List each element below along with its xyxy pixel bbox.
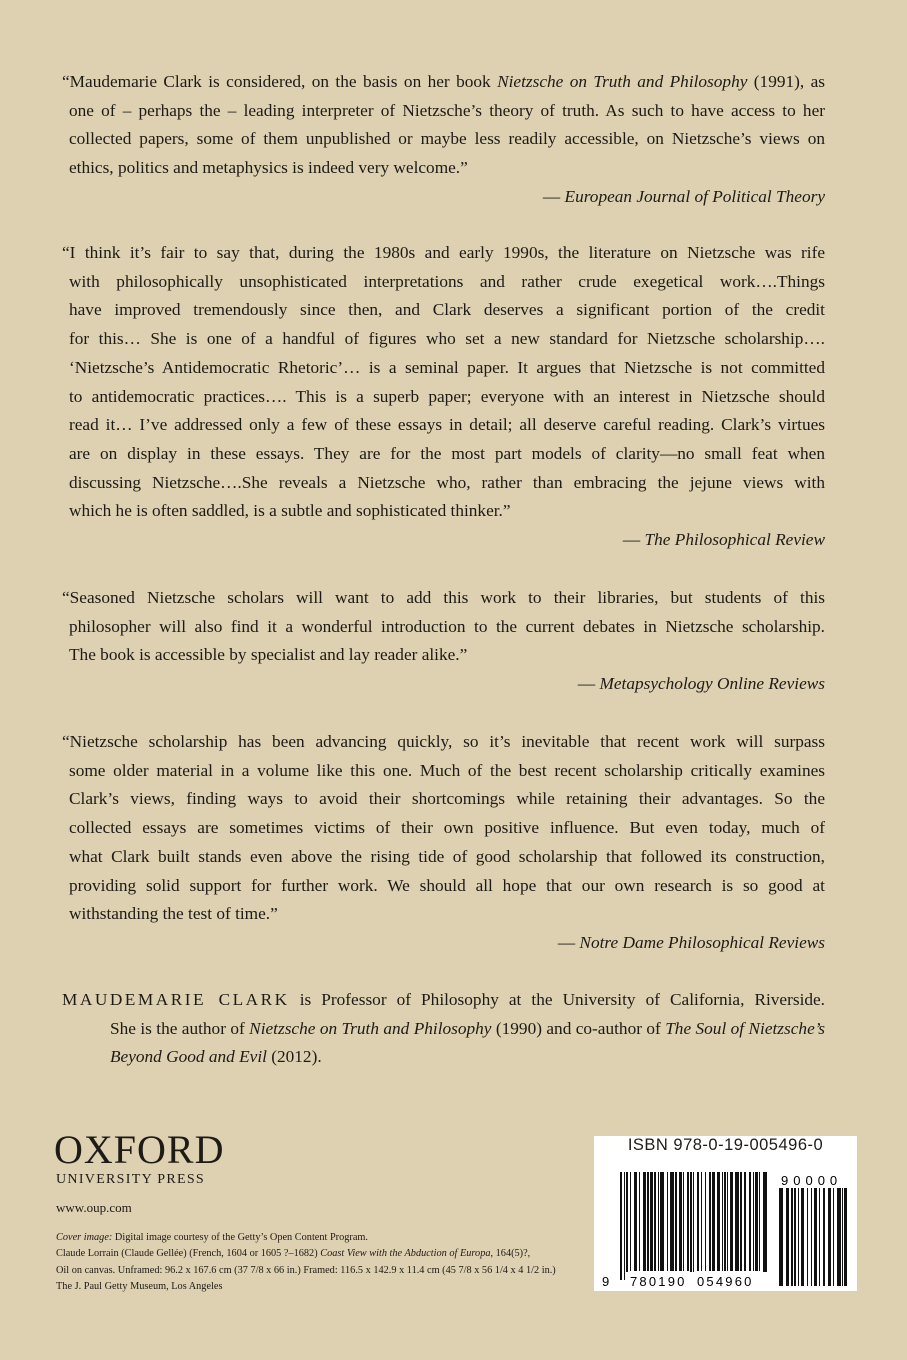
text-line (62, 641, 825, 670)
barcode-bar (759, 1172, 760, 1272)
text: Oil on canvas. Unframed: 96.2 x 167.6 cm (37 7/8 x 66 in.) Framed: 116.5 x 142.9 x 11.4 cm (45 7/8 x 56 1/4 x 4 1/2 in.) (56, 1264, 556, 1276)
barcode-bar (650, 1172, 653, 1272)
text: which he is often saddled, is a subtle and sophisticated thinker.” (69, 501, 511, 521)
barcode-bar (639, 1172, 640, 1272)
barcode-bar (819, 1188, 820, 1286)
review-quote (62, 68, 825, 212)
isbn-barcode (594, 1136, 857, 1291)
text: “Seasoned Nietzsche scholars will want to add this work to their libraries, but students of this (62, 588, 825, 607)
text-line (56, 1279, 556, 1295)
barcode-digits: 054960 (697, 1274, 754, 1289)
dash: — (577, 674, 600, 694)
italic-title: The Soul of Nietzsche’s (665, 1018, 825, 1038)
barcode-bars (594, 1136, 857, 1291)
barcode-bar (693, 1172, 694, 1272)
text-line (62, 296, 825, 325)
text: “Nietzsche scholarship has been advancing quickly, so it’s inevitable that recent work will surpass (62, 732, 825, 751)
barcode-bar (670, 1172, 674, 1272)
text-line (62, 728, 825, 757)
text-line (62, 383, 825, 412)
text-line (62, 440, 825, 469)
barcode-digits: 9 (602, 1274, 610, 1289)
text-line (110, 1015, 825, 1044)
quote-source (62, 929, 825, 958)
text-line (62, 814, 825, 843)
text-line (62, 613, 825, 642)
oxford-logo: OXFORD (54, 1127, 225, 1172)
barcode-bar (705, 1172, 706, 1272)
barcode-bar (658, 1172, 659, 1272)
barcode-bar (791, 1188, 793, 1286)
barcode-bar (683, 1172, 684, 1280)
text-line (62, 68, 825, 97)
italic-title: Cover image: (56, 1232, 113, 1243)
barcode-bar (624, 1172, 625, 1280)
barcode-bar (667, 1172, 668, 1272)
barcode-bar (630, 1172, 631, 1272)
text: (2012). (266, 1047, 322, 1067)
barcode-bar (749, 1172, 751, 1272)
text-line (110, 1043, 825, 1072)
source-name: Metapsychology Online Reviews (599, 674, 825, 694)
text-line (62, 872, 825, 901)
text: “Maudemarie Clark is considered, on the basis on her book (62, 72, 498, 91)
text-line (56, 1230, 556, 1246)
text: what Clark built stands even above the rising tide of good scholarship that followed its construction, (69, 846, 825, 866)
barcode-bar (786, 1188, 789, 1286)
barcode-bar (643, 1172, 646, 1272)
barcode-bar (687, 1172, 689, 1272)
barcode-bar (727, 1172, 728, 1272)
text: some older material in a volume like this one. Much of the best recent scholarship critically examines (69, 760, 825, 780)
publisher-subtitle: UNIVERSITY PRESS (56, 1172, 206, 1187)
text: , 164(5)?, (490, 1248, 531, 1260)
text: for this… She is one of a handful of figures who set a new standard for Nietzsche scholarship…. (69, 329, 825, 349)
text-line (56, 1246, 556, 1262)
barcode-bar (807, 1188, 808, 1286)
review-quote (62, 584, 825, 699)
barcode-bar (823, 1188, 825, 1286)
text: ethics, politics and metaphysics is indeed very welcome.” (69, 158, 468, 178)
barcode-bar (712, 1172, 715, 1272)
barcode-digits: 90000 (781, 1173, 843, 1188)
quote-source (62, 183, 825, 212)
text: The book is accessible by specialist and lay reader alike.” (69, 645, 468, 665)
text: withstanding the test of time.” (69, 904, 278, 924)
author-bio (62, 986, 825, 1072)
barcode-bar (735, 1172, 739, 1272)
italic-title: Nietzsche on Truth and Philosophy (249, 1018, 492, 1038)
text: is Professor of Philosophy at the University of California, Riverside. (289, 990, 825, 1009)
text-line (62, 757, 825, 786)
text-line (62, 469, 825, 498)
text: She is the author of (110, 1018, 250, 1038)
barcode-bar (753, 1172, 754, 1272)
text: (1990) and co-author of (491, 1018, 666, 1038)
barcode-bar (709, 1172, 711, 1272)
barcode-bar (763, 1172, 767, 1272)
review-quote (62, 239, 825, 555)
italic-title: Coast View with the Abduction of Europa (320, 1248, 491, 1260)
source-name: European Journal of Political Theory (564, 186, 825, 206)
barcode-bar (660, 1172, 664, 1272)
text: Claude Lorrain (Claude Gellée) (French, 1604 or 1605 ?–1682) (56, 1248, 321, 1260)
text: philosopher will also find it a wonderful introduction to the current debates in Nietzsche scholarship. (69, 616, 825, 636)
barcode-bar (697, 1172, 699, 1272)
source-name: Notre Dame Philosophical Reviews (579, 932, 825, 952)
barcode-bar (740, 1172, 742, 1280)
barcode-bar (724, 1172, 726, 1272)
review-quote (62, 728, 825, 958)
barcode-bar (634, 1172, 637, 1272)
italic-title: Nietzsche on Truth and Philosophy (497, 72, 748, 91)
barcode-bar (679, 1172, 682, 1280)
text-line (56, 1263, 556, 1279)
text-line (62, 325, 825, 354)
text-line (62, 497, 825, 526)
text: with philosophically unsophisticated interpretations and rather crude exegetical work….Things (69, 271, 825, 291)
text: The J. Paul Getty Museum, Los Angeles (56, 1280, 223, 1292)
barcode-bar (798, 1188, 799, 1286)
text-line (62, 268, 825, 297)
text: one of – perhaps the – leading interpreter of Nietzsche’s theory of truth. As such to have access to her (69, 100, 825, 120)
text-line (62, 584, 825, 613)
barcode-bar (717, 1172, 720, 1272)
barcode-bar (814, 1188, 817, 1286)
barcode-bar (730, 1172, 733, 1272)
barcode-bar (801, 1188, 804, 1286)
text-line (62, 154, 825, 183)
text: providing solid support for further work. We should all hope that our own research is so good at (69, 875, 825, 895)
barcode-bar (647, 1172, 649, 1272)
text: collected essays are sometimes victims of their own positive influence. But even today, much of (69, 818, 825, 838)
text-line (62, 411, 825, 440)
cover-image-credit (56, 1230, 556, 1295)
text: Clark’s views, finding ways to avoid their shortcomings while retaining their advantages. So the (69, 789, 825, 809)
text: have improved tremendously since then, and Clark deserves a significant portion of the credit (69, 300, 825, 320)
barcode-bar (701, 1172, 702, 1272)
text-line (62, 843, 825, 872)
text-line (62, 986, 825, 1015)
barcode-bar (811, 1188, 812, 1286)
text-line (62, 239, 825, 268)
text: are on display in these essays. They are for the most part models of clarity—no small feat when (69, 443, 825, 463)
barcode-bar (844, 1188, 847, 1286)
italic-title: Beyond Good and Evil (110, 1047, 267, 1067)
barcode-bar (755, 1172, 758, 1272)
text: collected papers, some of them unpublished or maybe less readily accessible, on Nietzsche’s views on (69, 129, 825, 149)
quote-source (62, 670, 825, 699)
barcode-bar (675, 1172, 677, 1272)
text-line (62, 785, 825, 814)
quote-source (62, 526, 825, 555)
dash: — (622, 530, 645, 550)
isbn-label: ISBN 978-0-19-005496-0 (627, 1136, 824, 1154)
dash: — (557, 932, 580, 952)
barcode-bar (690, 1172, 692, 1272)
text-line (62, 125, 825, 154)
dash: — (542, 186, 565, 206)
barcode-bar (779, 1188, 783, 1286)
source-name: The Philosophical Review (644, 530, 825, 550)
barcode-bar (828, 1188, 831, 1286)
text: (1991), as (747, 72, 826, 91)
publisher-url: www.oup.com (56, 1200, 132, 1215)
barcode-bar (744, 1172, 746, 1280)
text: ‘Nietzsche’s Antidemocratic Rhetoric’… is a seminal paper. It argues that Nietzsche is not committed (69, 357, 825, 377)
text-line (62, 354, 825, 383)
barcode-digits: 780190 (630, 1274, 687, 1289)
text: read it… I’ve addressed only a few of these essays in detail; all deserve careful reading. Clark’s virtues (69, 415, 825, 435)
text-line (62, 97, 825, 126)
barcode-bar (842, 1188, 843, 1286)
text: “I think it’s fair to say that, during the 1980s and early 1990s, the literature on Nietzsche was rife (62, 243, 825, 262)
barcode-bar (837, 1188, 841, 1286)
barcode-bar (626, 1172, 628, 1272)
text: discussing Nietzsche….She reveals a Nietzsche who, rather than embracing the jejune views with (69, 472, 825, 492)
text: to antidemocratic practices…. This is a superb paper; everyone with an interest in Nietzsche should (69, 386, 825, 406)
barcode-bar (722, 1172, 723, 1272)
barcode-bar (620, 1172, 622, 1280)
barcode-bar (654, 1172, 656, 1272)
text-line (62, 900, 825, 929)
barcode-bar (794, 1188, 796, 1286)
text: MAUDEMARIE CLARK (62, 990, 290, 1009)
text: Digital image courtesy of the Getty’s Open Content Program. (112, 1232, 368, 1243)
barcode-bar (833, 1188, 834, 1286)
